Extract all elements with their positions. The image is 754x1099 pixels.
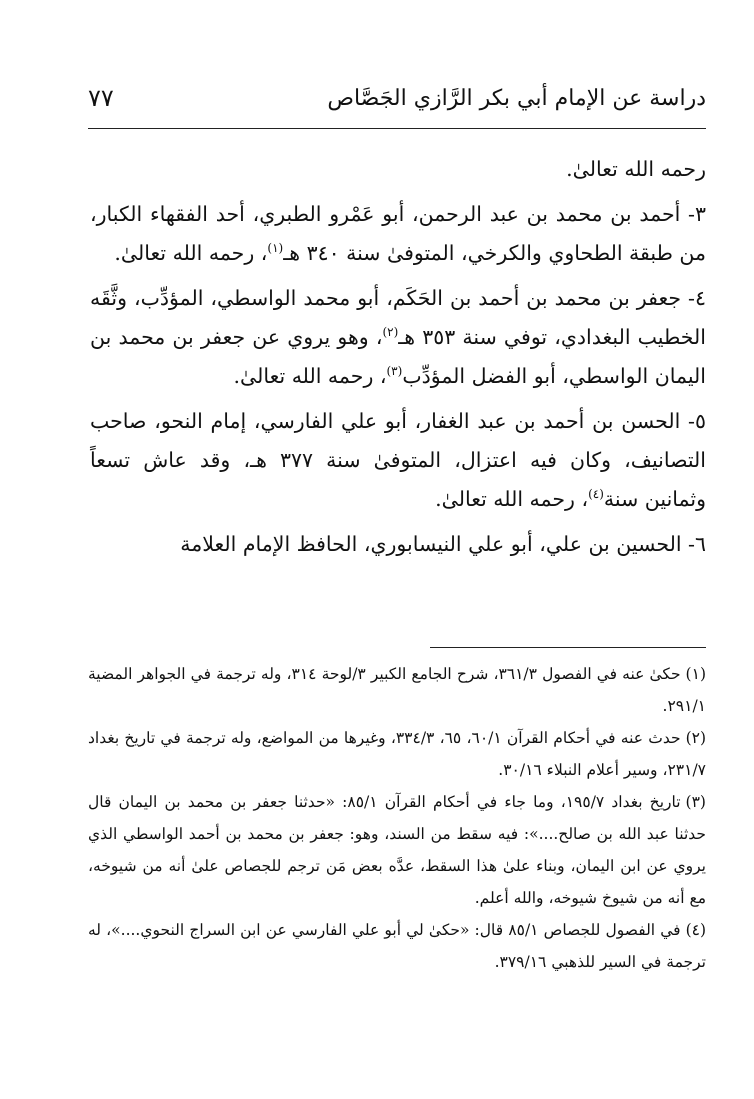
entry-3 bbox=[90, 195, 706, 273]
entry-text: ٥- الحسن بن أحمد بن عبد الغفار، أبو علي الفارسي، إمام النحو، صاحب التصانيف، وكان فيه اعتزال، المتوفىٰ سنة ٣٧٧ هـ، وقد عاش تسعاً وثمانين سنة bbox=[90, 409, 707, 511]
footnote-4 bbox=[88, 914, 706, 978]
footnote-number: (٣) bbox=[685, 793, 706, 811]
footnote-ref-1[interactable]: (١) bbox=[267, 241, 284, 256]
page-number: ٧٧ bbox=[88, 84, 114, 112]
footnote-text: في الفصول للجصاص ٨٥/١ قال: «حكىٰ لي أبو علي الفارسي عن ابن السراج النحوي....»، له ترجمة في السير للذهبي ٣٧٩/١٦. bbox=[88, 921, 706, 971]
footnote-ref-4[interactable]: (٤) bbox=[588, 487, 604, 502]
entry-4 bbox=[90, 279, 706, 396]
header-divider bbox=[88, 128, 706, 129]
entry-text: ٤- جعفر بن محمد بن أحمد بن الحَكَم، أبو محمد الواسطي، المؤدِّب، وثَّقَه الخطيب البغدادي، توفي سنة ٣٥٣ هـ bbox=[90, 286, 706, 349]
footnote-divider bbox=[430, 647, 706, 648]
footnote-ref-2[interactable]: (٢) bbox=[382, 325, 399, 340]
paragraph-continuation bbox=[90, 150, 706, 189]
footnote-text: حكىٰ عنه في الفصول ٣٦١/٣، شرح الجامع الكبير ٣/لوحة ٣١٤، وله ترجمة في الجواهر المضية ٢٩١/١. bbox=[88, 665, 706, 715]
entry-text: ، رحمه الله تعالىٰ. bbox=[114, 241, 268, 265]
entry-text: ٦- الحسين بن علي، أبو علي النيسابوري، الحافظ الإمام العلامة bbox=[180, 532, 706, 556]
entry-5 bbox=[90, 402, 706, 519]
entry-text: ، وهو يروي عن جعفر بن محمد بن اليمان الواسطي، أبو الفضل المؤدِّب bbox=[90, 325, 706, 388]
footnote-3 bbox=[88, 786, 706, 914]
footnote-text: تاريخ بغداد ١٩٥/٧، وما جاء في أحكام القرآن ٨٥/١: «حدثنا جعفر بن محمد بن اليمان قال حدثنا عبد الله بن صالح....»: فيه سقط من السند، وهو: جعفر بن محمد بن أحمد الواسطي الذي يروي عن ابن اليمان، وبناء علىٰ هذا السقط، عدَّه بعض مَن ترجم للجصاص علىٰ أنه من شيوخه، مع أنه من شيوخ شيوخه، والله أعلم. bbox=[88, 793, 706, 907]
main-text bbox=[90, 150, 706, 570]
entry-text: ٣- أحمد بن محمد بن عبد الرحمن، أبو عَمْرو الطبري، أحد الفقهاء الكبار، من طبقة الطحاوي والكرخي، المتوفىٰ سنة ٣٤٠ هـ bbox=[90, 202, 706, 265]
entry-6 bbox=[90, 525, 706, 564]
page-header bbox=[88, 82, 706, 126]
footnote-number: (١) bbox=[685, 665, 706, 683]
footnote-ref-3[interactable]: (٣) bbox=[386, 364, 403, 379]
footnote-text: حدث عنه في أحكام القرآن ٦٠/١، ٦٥، ٣٣٤/٣، وغيرها من المواضع، وله ترجمة في تاريخ بغداد ٢٣١/٧، وسير أعلام النبلاء ٣٠/١٦. bbox=[88, 729, 706, 779]
footnote-1 bbox=[88, 658, 706, 722]
footnote-number: (٢) bbox=[685, 729, 707, 747]
footnote-number: (٤) bbox=[685, 921, 707, 939]
paragraph-text: رحمه الله تعالىٰ. bbox=[566, 157, 706, 181]
footnotes bbox=[88, 658, 706, 978]
entry-text: ، رحمه الله تعالىٰ. bbox=[233, 364, 387, 388]
footnote-2 bbox=[88, 722, 706, 786]
entry-text: ، رحمه الله تعالىٰ. bbox=[435, 487, 589, 511]
running-title: دراسة عن الإمام أبي بكر الرَّازي الجَصَّاص bbox=[327, 86, 706, 111]
